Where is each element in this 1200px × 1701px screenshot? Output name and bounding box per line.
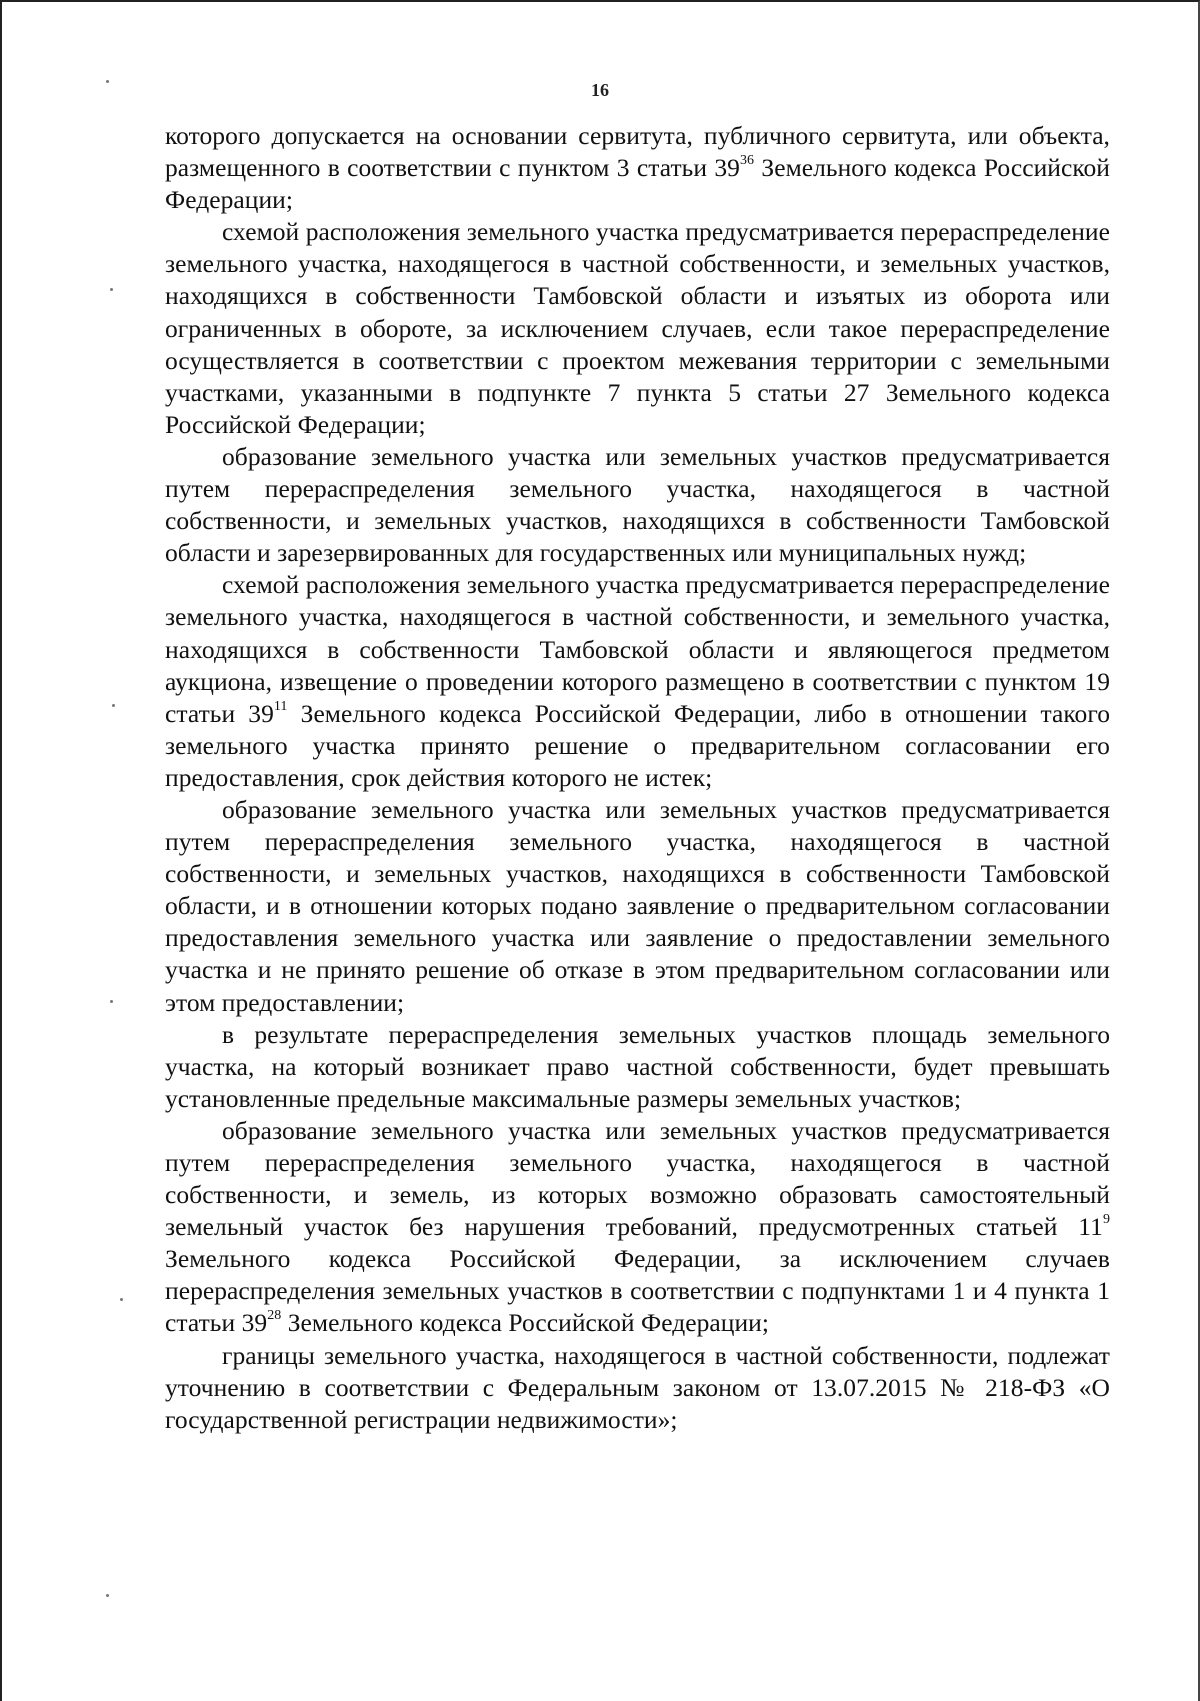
paragraph-text: образование земельного участка или земельных участков предусматривается путем перераспределения земельного участка, находящегося в частной собственности, и земельных участков, находящихся в собственности Тамбовской области и зарезервированных для государственных или муниципальных нужд;	[165, 441, 1110, 568]
paragraph-text: схемой расположения земельного участка предусматривается перераспределение земельного участка, находящегося в частной собственности, и земельных участков, находящихся в собственности Тамбовской области и изъятых из оборота или ограниченных в обороте, за исключением случаев, если такое перераспределение осуществляется в соответствии с проектом межевания территории с земельными участками, указанными в подпункте 7 пункта 5 статьи 27 Земельного кодекса Российской Федерации;	[165, 217, 1110, 439]
paragraph-text: Земельного кодекса Российской Федерации, за исключением случаев перераспределения земельных участков в соответствии с подпунктами 1 и 4 пункта 1 статьи 39	[165, 1244, 1110, 1338]
paragraph	[165, 794, 1110, 1019]
paragraph	[165, 441, 1110, 569]
scan-speck	[112, 704, 115, 707]
paragraph-text: Земельного кодекса Российской Федерации;	[165, 153, 1110, 215]
paragraph-text: в результате перераспределения земельных участков площадь земельного участка, на который возникает право частной собственности, будет превышать установленные предельные максимальные размеры земельных участков;	[165, 1019, 1110, 1113]
paragraph-text: образование земельного участка или земельных участков предусматривается путем перераспределения земельного участка, находящегося в частной собственности, и земель, из которых возможно образовать самостоятельный земельный участок без нарушения требований, предусмотренных статьей 11	[165, 1115, 1110, 1242]
paragraph-text: границы земельного участка, находящегося в частной собственности, подлежат уточнению в соответствии с Федеральным законом от 13.07.2015 № 218-ФЗ «О государственной регистрации недвижимости»;	[165, 1340, 1110, 1434]
paragraph-text: Земельного кодекса Российской Федерации;	[281, 1308, 770, 1338]
paragraph	[165, 1019, 1110, 1115]
page-number: 16	[591, 80, 609, 100]
scan-speck	[106, 80, 109, 83]
document-body	[165, 120, 1110, 1436]
paragraph	[165, 216, 1110, 441]
superscript-index: 28	[267, 1308, 282, 1324]
scan-speck	[110, 1000, 113, 1003]
paragraph-text: которого допускается на основании сервитута, публичного сервитута, или объекта, размещенного в соответствии с пунктом 3 статьи 39	[165, 121, 1110, 183]
scan-speck	[110, 288, 113, 291]
scan-speck	[106, 1594, 109, 1597]
paragraph	[165, 1340, 1110, 1436]
superscript-index: 11	[273, 698, 288, 714]
paragraph	[165, 1115, 1110, 1340]
paragraph-text: Земельного кодекса Российской Федерации, либо в отношении такого земельного участка принято решение о предварительном согласовании его предоставления, срок действия которого не истек;	[165, 698, 1110, 792]
scan-speck	[120, 1298, 123, 1301]
superscript-index: 9	[1102, 1212, 1110, 1228]
paragraph	[165, 120, 1110, 216]
superscript-index: 36	[739, 153, 755, 169]
paragraph-text: образование земельного участка или земельных участков предусматривается путем перераспределения земельного участка, находящегося в частной собственности, и земельных участков, находящихся в собственности Тамбовской области, и в отношении которых подано заявление о предварительном согласовании предоставления земельного участка или заявление о предоставлении земельного участка и не принято решение об отказе в этом предварительном согласовании или этом предоставлении;	[165, 794, 1110, 1017]
paragraph	[165, 569, 1110, 794]
paragraph-text: схемой расположения земельного участка предусматривается перераспределение земельного участка, находящегося в частной собственности, и земельного участка, находящихся в собственности Тамбовской области и являющегося предметом аукциона, извещение о проведении которого размещено в соответствии с пунктом 19 статьи 39	[165, 570, 1110, 728]
